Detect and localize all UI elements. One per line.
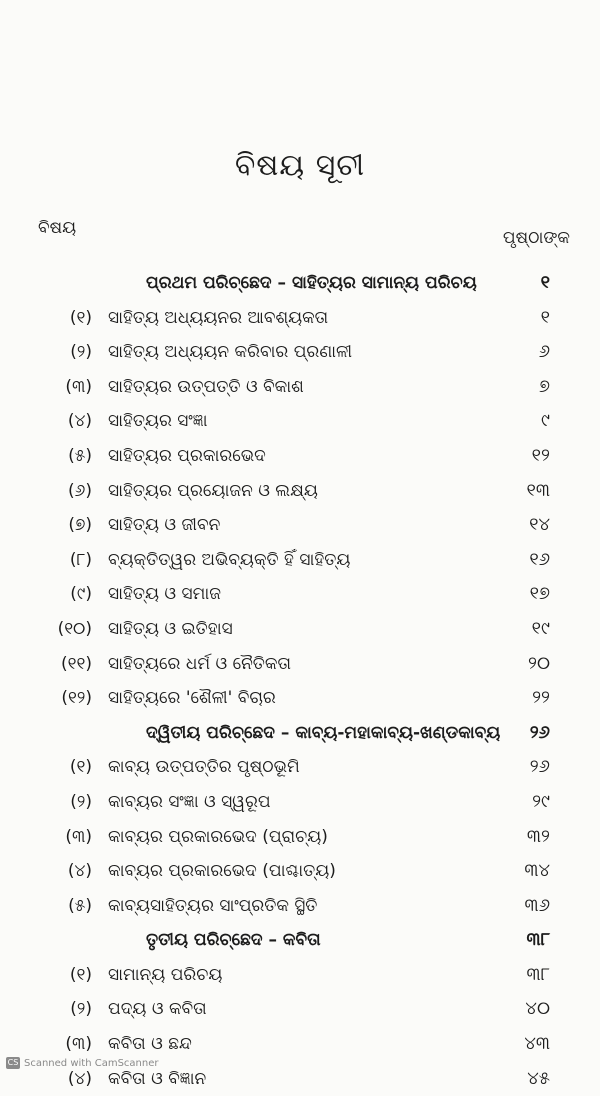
- contents-item: [0, 992, 600, 1027]
- page-number: ୪୫: [527, 1067, 550, 1089]
- contents-item: [0, 474, 600, 509]
- item-number: (୪): [67, 861, 92, 882]
- item-number: (୩): [65, 1034, 92, 1055]
- item-title: ସାହିତ୍ୟର ସଂଜ୍ଞା: [108, 411, 208, 432]
- page-number: ୧: [540, 272, 550, 293]
- item-title: ସାହିତ୍ୟର ଉତ୍ପତ୍ତି ଓ ବିକାଶ: [108, 376, 304, 397]
- page-number: ୧୯: [531, 617, 550, 639]
- item-number: (୨): [70, 999, 92, 1020]
- item-number: (୪): [67, 411, 92, 432]
- contents-item: [0, 681, 600, 716]
- chapter-heading: [0, 716, 600, 751]
- page-number: ୨୨: [532, 687, 550, 709]
- page-number: ୬: [538, 341, 550, 363]
- contents-item: [0, 301, 600, 336]
- scanner-text: Scanned with CamScanner: [24, 1058, 159, 1069]
- page-number: ୧୨: [531, 444, 550, 466]
- page-number: ୩୪: [524, 860, 550, 882]
- item-number: (୯): [70, 584, 92, 605]
- page-number: ୧୪: [529, 514, 550, 536]
- chapter-title: ଦ୍ୱିତୀୟ ପରିଚ୍ଛେଦ – କାବ୍ୟ-ମହାକାବ୍ୟ-ଖଣ୍ଡକାବ୍ୟ: [146, 722, 501, 743]
- item-number: (୧): [69, 307, 92, 328]
- item-title: ପଦ୍ୟ ଓ କବିତା: [108, 999, 207, 1020]
- contents-item: [0, 854, 600, 889]
- item-title: କାବ୍ୟର ପ୍ରକାରଭେଦ (ପାଶ୍ଚାତ୍ୟ): [108, 861, 336, 882]
- item-title: ସାହିତ୍ୟ ଓ ଜୀବନ: [108, 515, 221, 536]
- page-number: ୭: [538, 375, 550, 397]
- item-number: (୧୨): [61, 688, 92, 709]
- chapter-heading: [0, 266, 600, 301]
- page-number: ୧: [540, 306, 550, 328]
- item-number: (୧୦): [57, 618, 92, 639]
- contents-item: [0, 439, 600, 474]
- chapter-title: ତୃତୀୟ ପରିଚ୍ଛେଦ – କବିତା: [146, 930, 321, 951]
- page-number: ୯: [541, 410, 550, 432]
- contents-item: [0, 820, 600, 855]
- contents-item: [0, 577, 600, 612]
- item-number: (୫): [68, 895, 92, 916]
- page-column-header: ପୃଷ୍ଠାଙ୍କ: [502, 228, 570, 248]
- item-title: ସାହିତ୍ୟର ପ୍ରୟୋଜନ ଓ ଲକ୍ଷ୍ୟ: [108, 480, 318, 501]
- page-number: ୩୨: [526, 825, 550, 847]
- item-number: (୫): [68, 445, 92, 466]
- page-number: ୨୯: [532, 790, 550, 812]
- item-title: ସାହିତ୍ୟ ଓ ସମାଜ: [108, 584, 221, 605]
- item-title: ସାହିତ୍ୟ ଓ ଇତିହାସ: [108, 618, 233, 639]
- camscanner-logo-icon: CS: [7, 1058, 19, 1067]
- item-number: (୮): [69, 549, 92, 570]
- item-title: ସାହିତ୍ୟରେ ଧର୍ମ ଓ ନୈତିକତା: [108, 653, 291, 674]
- item-number: (୩): [65, 826, 92, 847]
- contents-item: [0, 785, 600, 820]
- scanner-watermark: [6, 1057, 159, 1069]
- page-number: ୧୩: [526, 479, 550, 501]
- contents-item: [0, 647, 600, 682]
- contents-item: [0, 370, 600, 405]
- page-number: ୩୮: [526, 963, 550, 985]
- subject-column-header: ବିଷୟ: [38, 218, 77, 238]
- contents-item: [0, 612, 600, 647]
- item-title: ସାହିତ୍ୟ ଅଧ୍ୟୟନ କରିବାର ପ୍ରଣାଳୀ: [108, 342, 353, 363]
- contents-item: [0, 958, 600, 993]
- page-number: ୩୬: [524, 894, 550, 916]
- contents-list: [0, 266, 600, 1096]
- item-number: (୧): [69, 964, 92, 985]
- contents-item: [0, 335, 600, 370]
- item-title: କାବ୍ୟର ସଂଜ୍ଞା ଓ ସ୍ୱରୂପ: [108, 791, 271, 812]
- item-title: ସାହିତ୍ୟ ଅଧ୍ୟୟନର ଆବଶ୍ୟକତା: [108, 307, 329, 328]
- item-number: (୧): [69, 757, 92, 778]
- item-title: କାବ୍ୟର ପ୍ରକାରଭେଦ (ପ୍ରାଚ୍ୟ): [108, 826, 328, 847]
- item-number: (୬): [68, 480, 92, 501]
- item-number: (୩): [65, 376, 92, 397]
- page-number: ୪୩: [524, 1033, 550, 1055]
- page-number: ୨୬: [529, 756, 550, 778]
- page-number: ୨୬: [529, 721, 550, 743]
- item-number: (୨): [70, 342, 92, 363]
- item-title: କବିତା ଓ ଛନ୍ଦ: [108, 1034, 192, 1055]
- page-number: ୪୦: [525, 998, 550, 1020]
- page-title: ବିଷୟ ସୂଚୀ: [234, 148, 366, 183]
- item-title: ସାହିତ୍ୟର ପ୍ରକାରଭେଦ: [108, 445, 266, 466]
- item-title: ବ୍ୟକ୍ତିତ୍ୱର ଅଭିବ୍ୟକ୍ତି ହିଁ ସାହିତ୍ୟ: [108, 549, 351, 570]
- page-number: ୩୮: [526, 929, 550, 951]
- contents-item: [0, 750, 600, 785]
- item-title: କାବ୍ୟ ଉତ୍ପତ୍ତିର ପୃଷ୍ଠଭୂମି: [108, 757, 300, 778]
- contents-item: [0, 889, 600, 924]
- item-number: (୧୧): [61, 653, 92, 674]
- page-number: ୧୬: [529, 548, 550, 570]
- item-number: (୨): [70, 791, 92, 812]
- item-title: କାବ୍ୟସାହିତ୍ୟର ସାଂପ୍ରତିକ ସ୍ଥିତି: [108, 895, 318, 916]
- item-number: (୭): [68, 515, 92, 536]
- contents-item: [0, 508, 600, 543]
- item-title: କବିତା ଓ ବିଜ୍ଞାନ: [108, 1068, 207, 1089]
- item-number: (୪): [67, 1068, 92, 1089]
- page-number: ୧୭: [529, 583, 550, 605]
- item-title: ସାହିତ୍ୟରେ 'ଶୈଳୀ' ବିଚାର: [108, 688, 276, 709]
- page-number: ୨୦: [528, 652, 550, 674]
- contents-item: [0, 404, 600, 439]
- contents-item: [0, 543, 600, 578]
- chapter-title: ପ୍ରଥମ ପରିଚ୍ଛେଦ – ସାହିତ୍ୟର ସାମାନ୍ୟ ପରିଚୟ: [146, 273, 477, 293]
- chapter-heading: [0, 923, 600, 958]
- item-title: ସାମାନ୍ୟ ପରିଚୟ: [108, 964, 223, 985]
